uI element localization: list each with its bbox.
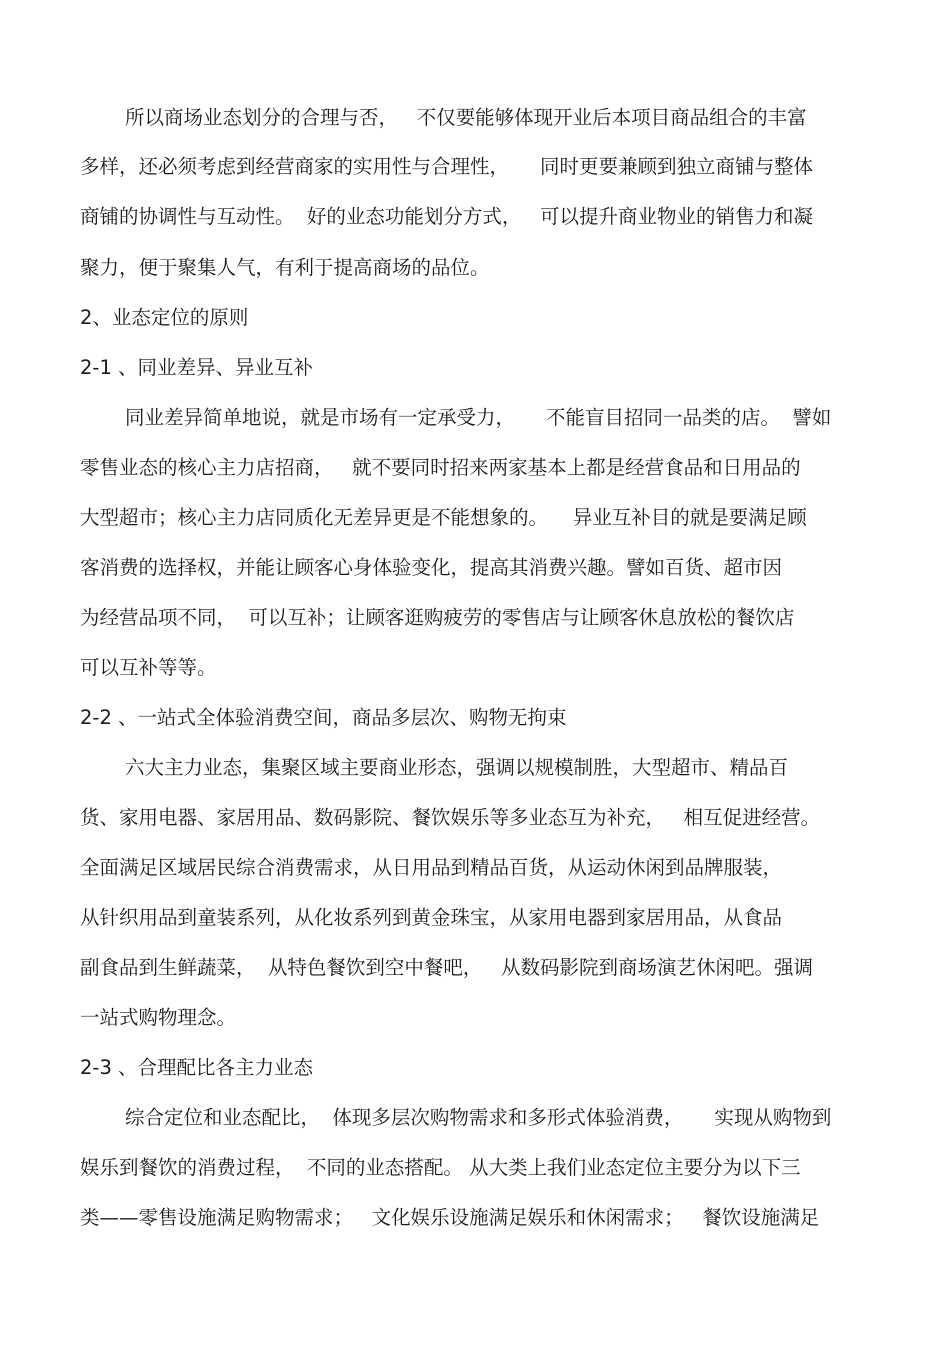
paragraph-line: 货、家用电器、家居用品、数码影院、餐饮娱乐等多业态互为补充， 相互促进经营。 — [80, 806, 821, 829]
paragraph-line: 综合定位和业态配比， 体现多层次购物需求和多形式体验消费， 实现从购物到 — [125, 1106, 832, 1129]
paragraph-line: 全面满足区域居民综合消费需求，从日用品到精品百货，从运动休闲到品牌服装， — [80, 856, 783, 879]
paragraph-line: 商铺的协调性与互动性。 好的业态功能划分方式， 可以提升商业物业的销售力和凝 — [80, 205, 813, 228]
paragraph-line: 所以商场业态划分的合理与否， 不仅要能够体现开业后本项目商品组合的丰富 — [125, 106, 807, 129]
paragraph-line: 副食品到生鲜蔬菜， 从特色餐饮到空中餐吧， 从数码影院到商场演艺休闲吧。强调 — [80, 956, 813, 979]
paragraph-line: 类——零售设施满足购物需求； 文化娱乐设施满足娱乐和休闲需求； 餐饮设施满足 — [80, 1206, 820, 1229]
paragraph-line: 大型超市；核心主力店同质化无差异更是不能想象的。 异业互补目的就是要满足顾 — [80, 506, 807, 529]
paragraph-line: 聚力，便于聚集人气，有利于提高商场的品位。 — [80, 256, 490, 279]
paragraph-line: 一站式购物理念。 — [80, 1006, 237, 1029]
section-heading: 2、业态定位的原则 — [80, 306, 249, 329]
subsection-heading: 2-1 、同业差异、异业互补 — [80, 356, 314, 379]
subsection-heading: 2-3 、合理配比各主力业态 — [80, 1056, 314, 1079]
paragraph-line: 六大主力业态，集聚区域主要商业形态，强调以规模制胜，大型超市、精品百 — [125, 756, 789, 779]
paragraph-line: 为经营品项不同， 可以互补；让顾客逛购疲劳的零售店与让顾客休息放松的餐饮店 — [80, 606, 795, 629]
subsection-heading: 2-2 、一站式全体验消费空间，商品多层次、购物无拘束 — [80, 706, 567, 729]
paragraph-line: 零售业态的核心主力店招商， 就不要同时招来两家基本上都是经营食品和日用品的 — [80, 456, 801, 479]
paragraph-line: 可以互补等等。 — [80, 656, 217, 679]
paragraph-line: 多样，还必须考虑到经营商家的实用性与合理性， 同时更要兼顾到独立商铺与整体 — [80, 155, 813, 178]
paragraph-line: 从针织用品到童装系列，从化妆系列到黄金珠宝，从家用电器到家居用品，从食品 — [80, 906, 783, 929]
paragraph-line: 客消费的选择权，并能让顾客心身体验变化，提高其消费兴趣。譬如百货、超市因 — [80, 556, 783, 579]
paragraph-line: 同业差异简单地说，就是市场有一定承受力， 不能盲目招同一品类的店。 譬如 — [125, 406, 832, 429]
paragraph-line: 娱乐到餐饮的消费过程， 不同的业态搭配。 从大类上我们业态定位主要分为以下三 — [80, 1156, 801, 1179]
